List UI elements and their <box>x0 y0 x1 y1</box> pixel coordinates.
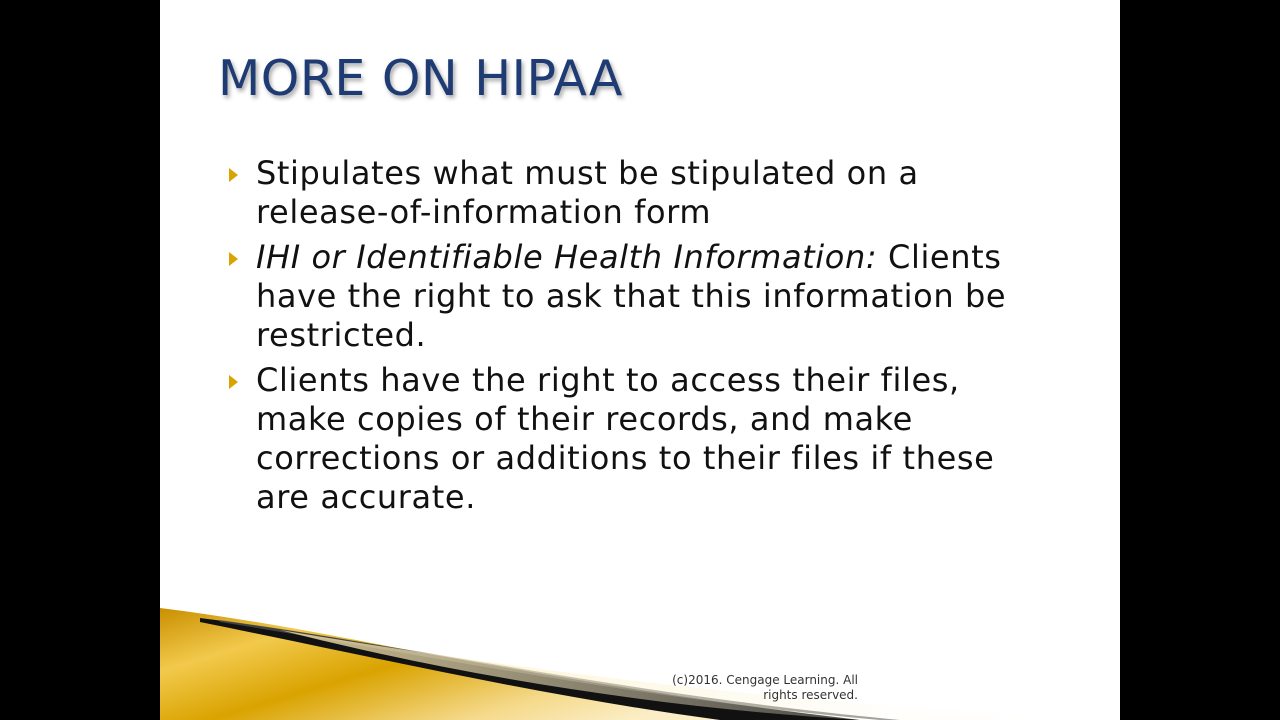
bullet-arrow-icon <box>229 375 238 389</box>
copyright-notice: (c)2016. Cengage Learning. All rights reserved. <box>672 673 858 702</box>
bullet-list <box>256 154 1056 523</box>
bullet-text: Clients have the right to access their files, make copies of their records, and make corrections or additions to their files if these are accurate. <box>256 361 995 516</box>
bullet-arrow-icon <box>229 168 238 182</box>
bullet-item <box>256 154 1056 232</box>
slide <box>160 0 1120 720</box>
bullet-item <box>256 238 1056 355</box>
bullet-item <box>256 361 1056 517</box>
bullet-text: Stipulates what must be stipulated on a release-of-information form <box>256 154 919 231</box>
slide-title: MORE ON HIPAA <box>218 50 623 107</box>
bullet-term: IHI or Identifiable Health Information: <box>256 238 878 276</box>
bullet-text: Clients have the right to ask that this information be restricted. <box>256 238 1007 354</box>
bullet-arrow-icon <box>229 252 238 266</box>
